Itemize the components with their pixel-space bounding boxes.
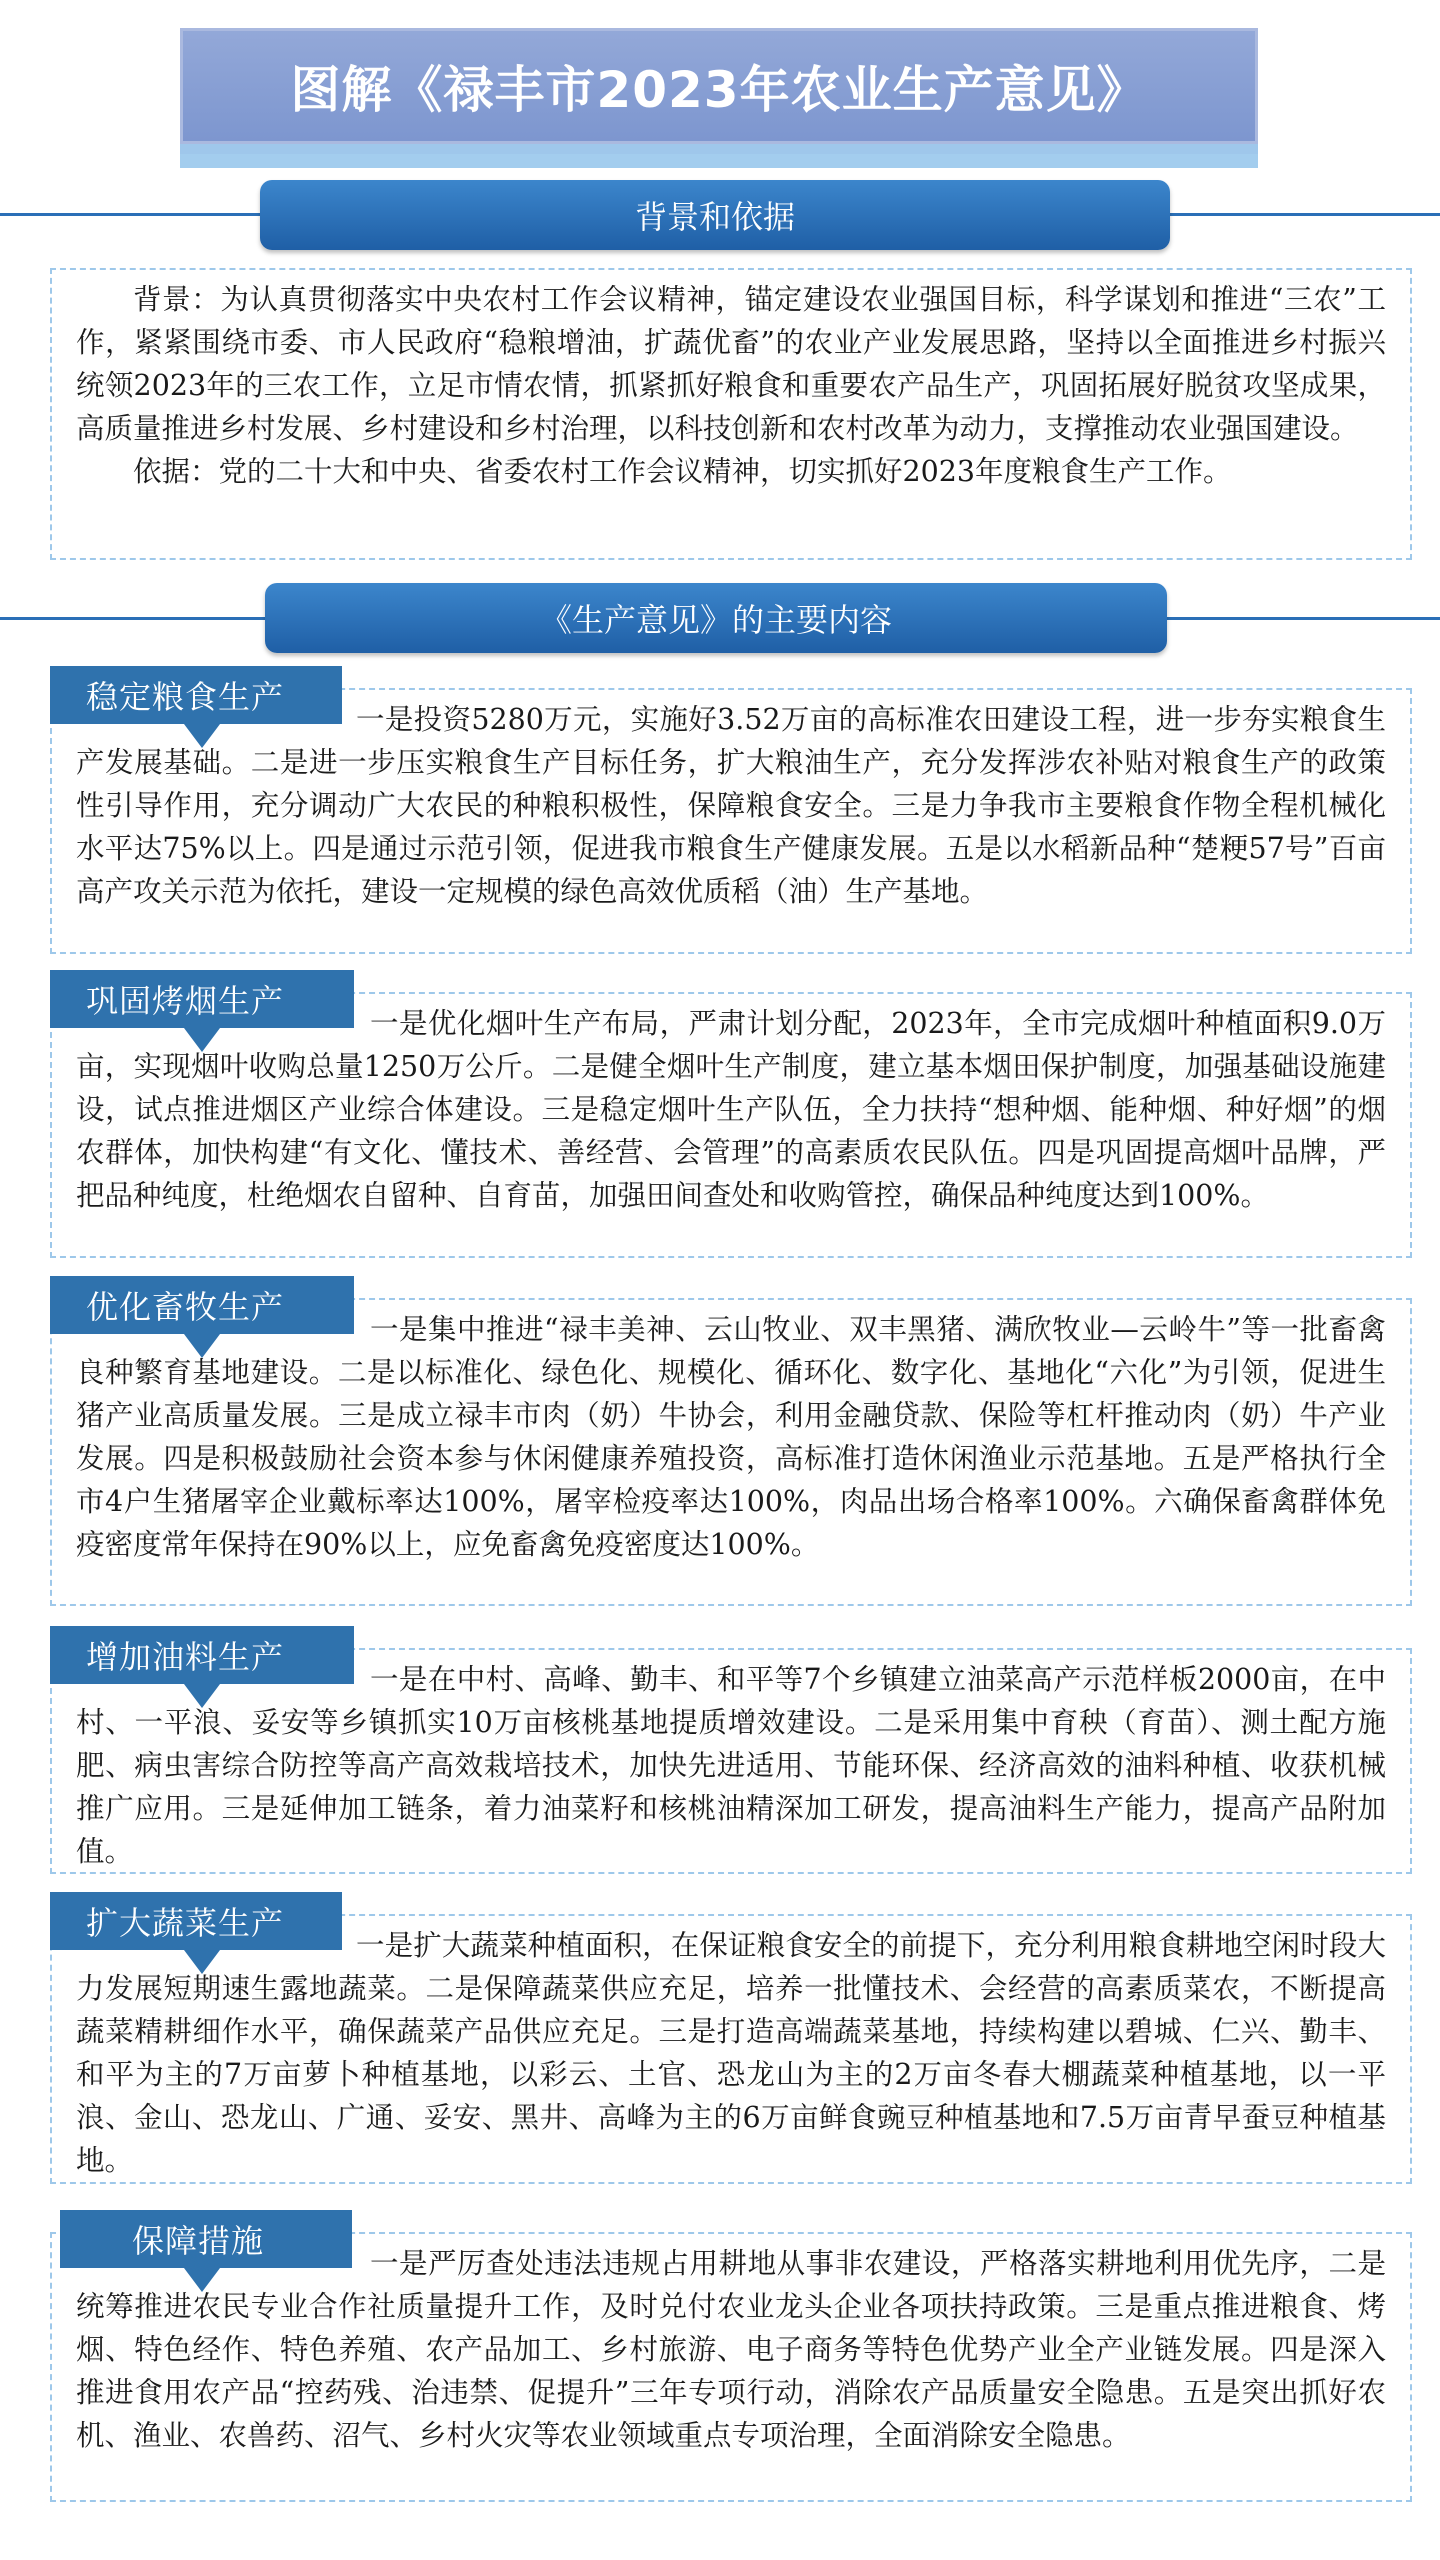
section-header-label: 背景和依据 [634, 198, 795, 236]
item-label-tobacco [50, 970, 354, 1028]
content-text: 一是在中村、高峰、勤丰、和平等7个乡镇建立油菜高产示范样板2000亩，在中村、一平浪、妥安等乡镇抓实10万亩核桃基地提质增效建设。二是采用集中育秧（育苗）、测土配方施肥、病虫害综合防控等高产高效栽培技术，加快先进适用、节能环保、经济高效的油料种植、收获机械推广应用。三是延伸加工链条，着力油菜籽和核桃油精深加工研发，提高油料生产能力，提高产品附加值。 [76, 1663, 1386, 1868]
content-text: 一是优化烟叶生产布局，严肃计划分配，2023年，全市完成烟叶种植面积9.0万亩，实现烟叶收购总量1250万公斤。二是健全烟叶生产制度，建立基本烟田保护制度，加强基础设施建设，试点推进烟区产业综合体建设。三是稳定烟叶生产队伍，全力扶持“想种烟、能种烟、种好烟”的烟农群体，加快构建“有文化、懂技术、善经营、会管理”的高素质农民队伍。四是巩固提高烟叶品牌，严把品种纯度，杜绝烟农自留种、自育苗，加强田间查处和收购管控，确保品种纯度达到100%。 [76, 1007, 1386, 1212]
down-arrow-icon [184, 1334, 220, 1358]
background-paragraph: 背景：为认真贯彻落实中央农村工作会议精神，锚定建设农业强国目标，科学谋划和推进“三农”工作，紧紧围绕市委、市人民政府“稳粮增油，扩蔬优畜”的农业产业发展思路，坚持以全面推进乡村振兴统领2023年的三农工作，立足市情农情，抓紧抓好粮食和重要农产品生产，巩固拓展好脱贫攻坚成果，高质量推进乡村发展、乡村建设和乡村治理，以科技创新和农村改革为动力，支撑推动农业强国建设。 [76, 283, 1386, 445]
content-text: 一是集中推进“禄丰美神、云山牧业、双丰黑猪、满欣牧业—云岭牛”等一批畜禽良种繁育基地建设。二是以标准化、绿色化、规模化、循环化、数字化、基地化“六化”为引领，促进生猪产业高质量发展。三是成立禄丰市肉（奶）牛协会，利用金融贷款、保险等杠杆推动肉（奶）牛产业发展。四是积极鼓励社会资本参与休闲健康养殖投资，高标准打造休闲渔业示范基地。五是严格执行全市4户生猪屠宰企业戴标率达100%，屠宰检疫率达100%，肉品出场合格率100%。六确保畜禽群体免疫密度常年保持在90%以上，应免畜禽免疫密度达100%。 [76, 1313, 1386, 1561]
title-banner [180, 28, 1258, 144]
content-box-vegetable [50, 1914, 1412, 2184]
content-text: 一是严厉查处违法违规占用耕地从事非农建设，严格落实耕地利用优先序，二是统筹推进农民专业合作社质量提升工作，及时兑付农业龙头企业各项扶持政策。三是重点推进粮食、烤烟、特色经作、特色养殖、农产品加工、乡村旅游、电子商务等特色优势产业全产业链发展。四是深入推进食用农产品“控药残、治违禁、促提升”三年专项行动，消除农产品质量安全隐患。五是突出抓好农机、渔业、农兽药、沼气、乡村火灾等农业领域重点专项治理，全面消除安全隐患。 [76, 2247, 1386, 2452]
content-text: 一是投资5280万元，实施好3.52万亩的高标准农田建设工程，进一步夯实粮食生产发展基础。二是进一步压实粮食生产目标任务，扩大粮油生产，充分发挥涉农补贴对粮食生产的政策性引导作用，充分调动广大农民的种粮积极性，保障粮食安全。三是力争我市主要粮食作物全程机械化水平达75%以上。四是通过示范引领，促进我市粮食生产健康发展。五是以水稻新品种“楚粳57号”百亩高产攻关示范为依托，建设一定规模的绿色高效优质稻（油）生产基地。 [76, 703, 1386, 908]
content-box-safeguards [50, 2232, 1412, 2502]
background-box [50, 268, 1412, 560]
content-box-grain [50, 688, 1412, 954]
item-label-text: 保障措施 [132, 2222, 265, 2260]
down-arrow-icon [184, 1950, 220, 1974]
section-header-background [260, 180, 1170, 250]
content-box-tobacco [50, 992, 1412, 1258]
item-label-livestock [50, 1276, 354, 1334]
item-label-text: 扩大蔬菜生产 [86, 1904, 285, 1942]
item-label-oilseed [50, 1626, 354, 1684]
down-arrow-icon [184, 1684, 220, 1708]
content-box-livestock [50, 1298, 1412, 1606]
item-label-grain [50, 666, 342, 724]
basis-paragraph: 依据：党的二十大和中央、省委农村工作会议精神，切实抓好2023年度粮食生产工作。 [133, 455, 1232, 488]
item-label-text: 优化畜牧生产 [86, 1288, 285, 1326]
item-label-vegetable [50, 1892, 342, 1950]
page-title: 图解《禄丰市2023年农业生产意见》 [290, 61, 1148, 119]
down-arrow-icon [184, 2268, 220, 2292]
item-label-safeguards [60, 2210, 352, 2268]
content-text: 一是扩大蔬菜种植面积，在保证粮食安全的前提下，充分利用粮食耕地空闲时段大力发展短期速生露地蔬菜。二是保障蔬菜供应充足，培养一批懂技术、会经营的高素质菜农，不断提高蔬菜精耕细作水平，确保蔬菜产品供应充足。三是打造高端蔬菜基地，持续构建以碧城、仁兴、勤丰、和平为主的7万亩萝卜种植基地，以彩云、土官、恐龙山为主的2万亩冬春大棚蔬菜种植基地，以一平浪、金山、恐龙山、广通、妥安、黑井、高峰为主的6万亩鲜食豌豆种植基地和7.5万亩青早蚕豆种植基地。 [76, 1929, 1386, 2177]
down-arrow-icon [184, 724, 220, 748]
item-label-text: 增加油料生产 [86, 1638, 285, 1676]
down-arrow-icon [184, 1028, 220, 1052]
section-header-label: 《生产意见》的主要内容 [539, 601, 892, 639]
title-banner-shadow [180, 144, 1258, 168]
section-header-main-content [265, 583, 1167, 653]
item-label-text: 稳定粮食生产 [86, 678, 285, 716]
item-label-text: 巩固烤烟生产 [86, 982, 285, 1020]
